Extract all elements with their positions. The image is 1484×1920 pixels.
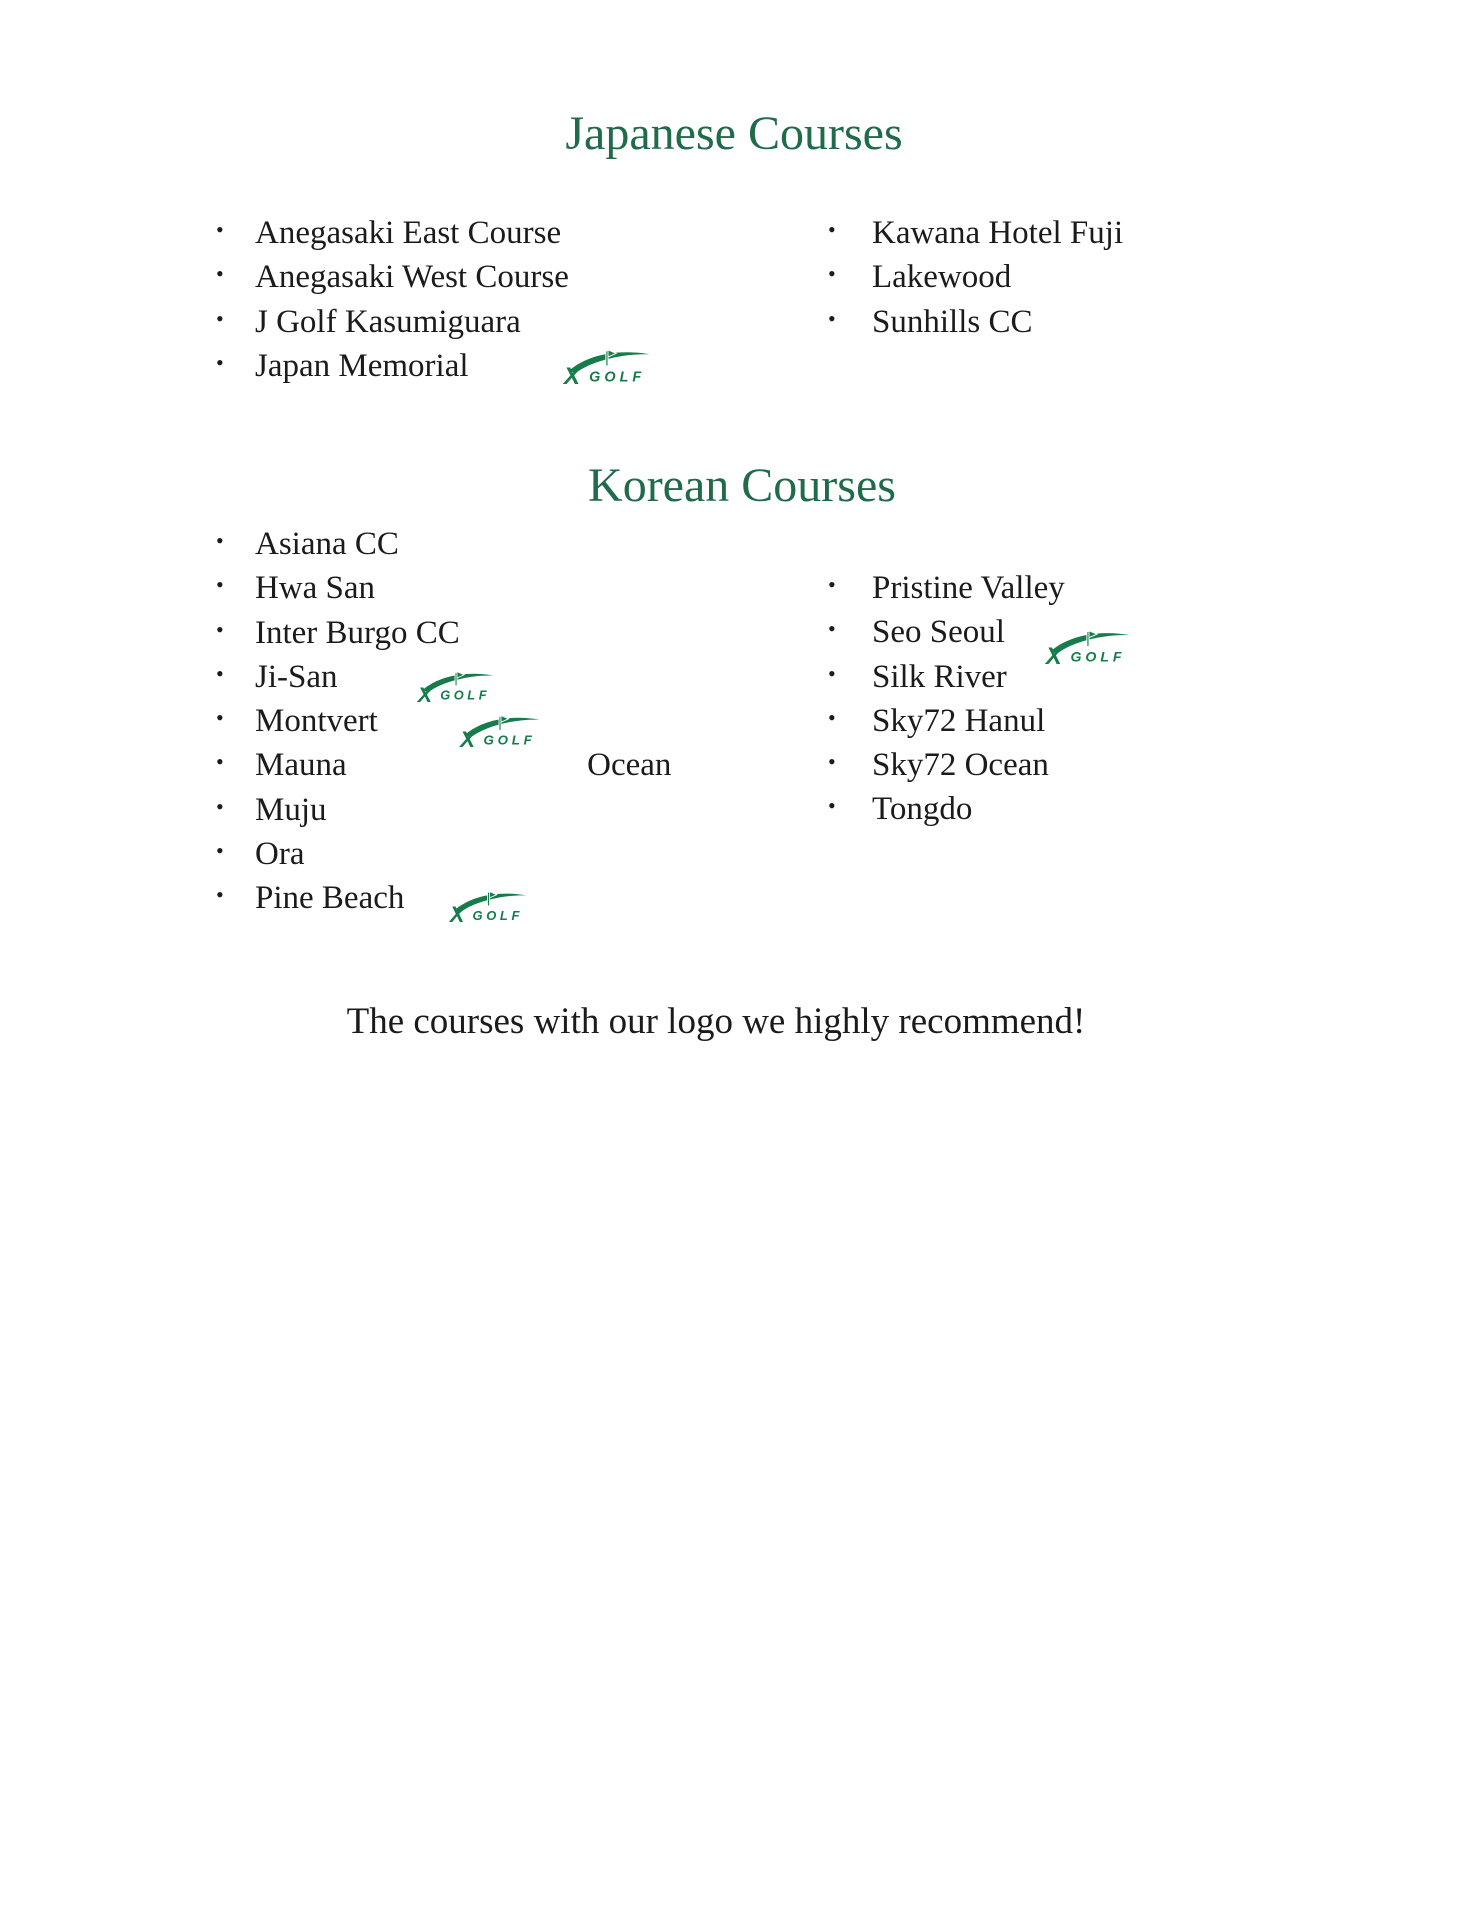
- course-name: J Golf Kasumiguara: [255, 303, 521, 340]
- course-name: Ora: [255, 836, 305, 873]
- course-list-item: [825, 699, 1065, 743]
- course-list-item: [825, 211, 1123, 255]
- xgolf-logo: [563, 347, 653, 390]
- course-list-item: [825, 787, 1065, 831]
- course-list-item: [213, 211, 569, 255]
- bullet-icon: [216, 652, 224, 696]
- bullet-icon: [216, 519, 224, 563]
- course-name: Asiana CC: [255, 526, 399, 562]
- course-list-item: [825, 655, 1065, 699]
- japanese-courses-right-list: [825, 211, 1123, 344]
- course-list-item: [213, 344, 569, 388]
- logo-golf-word: GOLF: [589, 369, 646, 386]
- bullet-icon: [216, 829, 224, 873]
- logo-x-letter: X: [449, 902, 465, 928]
- course-name: Pine Beach: [255, 880, 405, 917]
- course-name: Sky72 Ocean: [872, 747, 1049, 784]
- bullet-icon: [828, 784, 836, 828]
- course-list-item: [213, 566, 671, 610]
- logo-x-letter: X: [417, 682, 433, 707]
- logo-x-letter: X: [563, 363, 581, 390]
- course-name: Anegasaki East Course: [255, 215, 562, 251]
- recommendation-note: The courses with our logo we highly recommend!: [346, 1001, 1086, 1042]
- logo-x-letter: X: [1045, 643, 1062, 671]
- bullet-icon: [216, 297, 224, 341]
- course-list-item: [825, 255, 1123, 299]
- bullet-icon: [216, 785, 224, 829]
- course-name: Muju: [255, 791, 327, 828]
- logo-golf-word: GOLF: [1070, 648, 1126, 665]
- bullet-icon: [828, 208, 836, 252]
- japanese-courses-left-list: [213, 211, 569, 388]
- course-name: Montvert: [255, 703, 378, 740]
- course-name: Hwa San: [255, 570, 376, 607]
- xgolf-logo: [417, 669, 497, 707]
- bullet-icon: [216, 696, 224, 740]
- xgolf-logo: [449, 889, 530, 928]
- logo-golf-word: GOLF: [440, 687, 491, 703]
- bullet-icon: [828, 252, 836, 296]
- logo-golf-word: GOLF: [472, 907, 524, 923]
- course-name: Tongdo: [872, 791, 973, 828]
- korean-courses-left-list: [213, 522, 671, 921]
- bullet-icon: [828, 563, 836, 607]
- course-name: Sky72 Hanul: [872, 702, 1046, 739]
- course-list-item: [213, 788, 671, 832]
- course-name: Silk River: [872, 658, 1007, 695]
- bullet-icon: [216, 873, 224, 917]
- course-name: Ocean: [587, 747, 672, 784]
- xgolf-logo: [459, 713, 543, 753]
- course-name: Inter Burgo CC: [255, 614, 460, 651]
- logo-x-letter: X: [460, 727, 476, 753]
- japanese-courses-heading: Japanese Courses: [565, 107, 903, 160]
- course-list-item: [213, 611, 671, 655]
- korean-courses-right-list: [825, 566, 1065, 832]
- course-name: Japan Memorial: [255, 347, 469, 384]
- course-list-item: [213, 522, 671, 566]
- course-list-item: [825, 743, 1065, 787]
- course-list-item: [825, 566, 1065, 610]
- course-list-item: [213, 300, 569, 344]
- logo-golf-word: GOLF: [483, 732, 536, 748]
- bullet-icon: [216, 563, 224, 607]
- xgolf-logo: [1045, 628, 1133, 671]
- bullet-icon: [216, 252, 224, 296]
- course-name: Mauna: [255, 747, 347, 784]
- bullet-icon: [828, 696, 836, 740]
- course-list-item: [213, 699, 671, 743]
- course-list-item: [825, 300, 1123, 344]
- bullet-icon: [828, 652, 836, 696]
- bullet-icon: [828, 607, 836, 651]
- course-list-item: [825, 610, 1065, 654]
- course-name: Pristine Valley: [872, 570, 1065, 606]
- course-list-item: [213, 832, 671, 876]
- bullet-icon: [828, 297, 836, 341]
- course-name: Seo Seoul: [872, 614, 1005, 651]
- bullet-icon: [216, 740, 224, 784]
- bullet-icon: [216, 208, 224, 252]
- course-list-item-mauna-ocean: [213, 743, 671, 787]
- course-name: Sunhills CC: [872, 303, 1033, 340]
- bullet-icon: [216, 608, 224, 652]
- course-name: Anegasaki West Course: [255, 259, 569, 296]
- korean-courses-heading: Korean Courses: [588, 459, 896, 512]
- course-name: Ji-San: [255, 658, 338, 695]
- bullet-icon: [216, 341, 224, 385]
- course-name: Kawana Hotel Fuji: [872, 215, 1124, 251]
- bullet-icon: [828, 740, 836, 784]
- course-list-item: [213, 255, 569, 299]
- course-name: Lakewood: [872, 259, 1012, 296]
- course-list-item: [213, 876, 671, 920]
